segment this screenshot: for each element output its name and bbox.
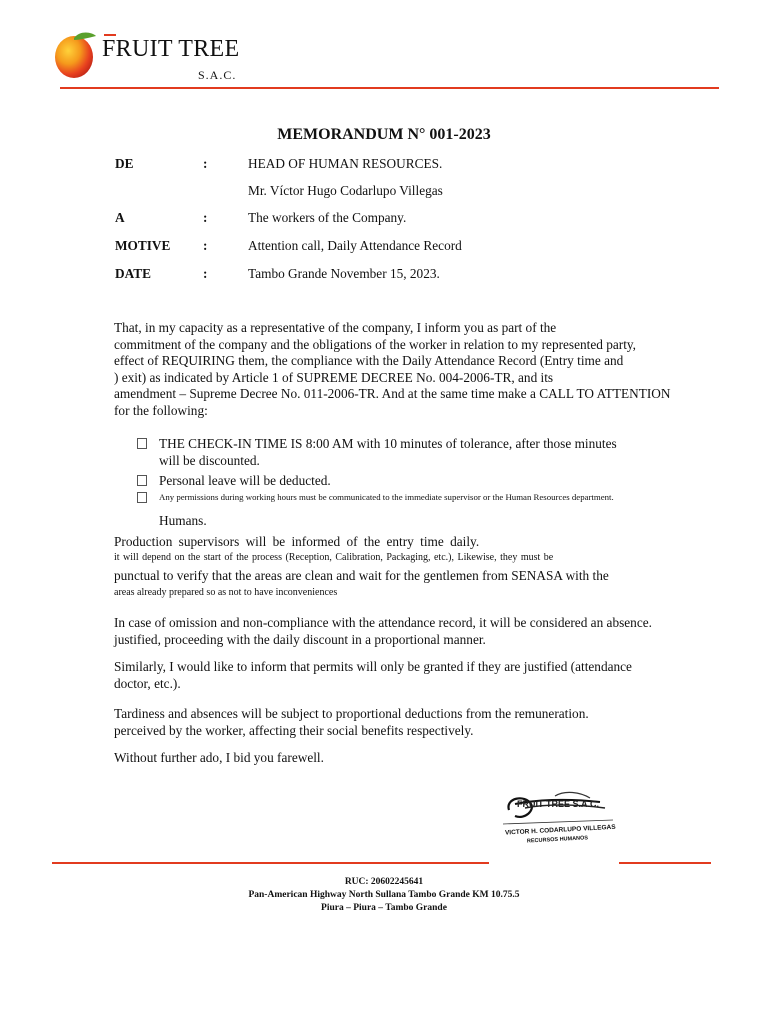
field-row-de-name	[0, 183, 768, 203]
field-row-motive	[0, 238, 768, 258]
permits-paragraph	[114, 659, 694, 692]
mango-logo-icon	[50, 30, 98, 80]
intro-line: commitment of the company and the obligations of the worker in relation to my represented party,	[114, 336, 636, 352]
supervisors-paragraph	[114, 534, 694, 599]
intro-line: That, in my capacity as a representative of the company, I inform you as part of the	[114, 320, 557, 335]
header-divider	[60, 87, 719, 89]
field-colon: :	[203, 156, 208, 171]
paragraph-line: Tardiness and absences will be subject to proportional deductions from the remuneration.	[114, 706, 589, 721]
field-label: DE	[115, 156, 134, 171]
bullet-text: Humans.	[159, 513, 207, 528]
intro-line: ) exit) as indicated by Article 1 of SUPREME DECREE No. 004-2006-TR, and its	[114, 369, 554, 385]
field-value: Tambo Grande November 15, 2023.	[248, 266, 440, 281]
omission-paragraph	[114, 615, 694, 648]
field-row-de	[0, 156, 768, 176]
paragraph-line: it will depend on the start of the process (Reception, Calibration, Packaging, etc.), Likewise, they must be	[114, 551, 554, 563]
field-row-a	[0, 210, 768, 230]
footer-address: Pan-American Highway North Sullana Tambo Grande KM 10.75.5	[248, 890, 520, 900]
signature-stamp	[495, 780, 620, 848]
company-logo	[50, 26, 250, 86]
field-colon: :	[203, 238, 208, 253]
field-value: Mr. Víctor Hugo Codarlupo Villegas	[248, 183, 443, 198]
bullet-box-icon	[137, 438, 147, 449]
intro-line: amendment – Supreme Decree No. 011-2006-TR. And at the same time make a CALL TO ATTENTION	[114, 386, 671, 401]
footer-city: Piura – Piura – Tambo Grande	[321, 903, 447, 913]
intro-line: effect of REQUIRING them, the compliance with the Daily Attendance Record (Entry time and	[114, 353, 624, 368]
paragraph-line: Production supervisors will be informed of the entry time daily.	[114, 534, 480, 549]
field-label: DATE	[115, 266, 151, 281]
field-row-date	[0, 266, 768, 286]
field-label: A	[115, 210, 125, 225]
stamp-name: VICTOR H. CODARLUPO VILLEGAS	[504, 823, 616, 837]
bullet-text: Personal leave will be deducted.	[159, 473, 331, 488]
bullet-text: Any permissions during working hours must be communicated to the immediate supervisor or the Human Resources department.	[159, 492, 614, 502]
footer-ruc: RUC: 20602245641	[344, 877, 424, 887]
field-colon: :	[203, 210, 208, 225]
field-value: The workers of the Company.	[248, 210, 407, 225]
paragraph-line: In case of omission and non-compliance with the attendance record, it will be considered an absence.	[114, 615, 652, 630]
paragraph-line: Similarly, I would like to inform that permits will only be granted if they are justified (attendance	[114, 659, 632, 674]
field-label: MOTIVE	[115, 238, 171, 253]
tardiness-paragraph	[114, 706, 694, 739]
footer-divider-left	[52, 862, 489, 864]
stamp-company: FRUIT TREE S.A.C.	[517, 799, 600, 809]
intro-paragraph	[114, 320, 694, 419]
bullet-text: THE CHECK-IN TIME IS 8:00 AM with 10 minutes of tolerance, after those minutes	[159, 436, 617, 451]
paragraph-line: areas already prepared so as not to have inconveniences	[114, 587, 338, 598]
bullet-box-icon	[137, 492, 147, 503]
field-value: HEAD OF HUMAN RESOURCES.	[248, 156, 443, 171]
memo-title: MEMORANDUM N° 001-2023	[277, 126, 491, 143]
brand-name: FRUIT TREE	[102, 36, 240, 62]
brand-suffix: S.A.C.	[198, 68, 237, 82]
paragraph-line: perceived by the worker, affecting their social benefits respectively.	[114, 722, 474, 738]
footer-divider-right	[619, 862, 711, 864]
field-value: Attention call, Daily Attendance Record	[248, 238, 462, 253]
bullet-text: will be discounted.	[159, 453, 260, 468]
farewell-line: Without further ado, I bid you farewell.	[114, 750, 324, 765]
field-colon: :	[203, 266, 208, 281]
bullet-box-icon	[137, 475, 147, 486]
paragraph-line: justified, proceeding with the daily discount in a proportional manner.	[114, 631, 486, 647]
stamp-dept: RECURSOS HUMANOS	[526, 835, 589, 845]
paragraph-line: doctor, etc.).	[114, 675, 181, 691]
intro-line: for the following:	[114, 402, 208, 418]
paragraph-line: punctual to verify that the areas are clean and wait for the gentlemen from SENASA with the	[114, 567, 609, 583]
